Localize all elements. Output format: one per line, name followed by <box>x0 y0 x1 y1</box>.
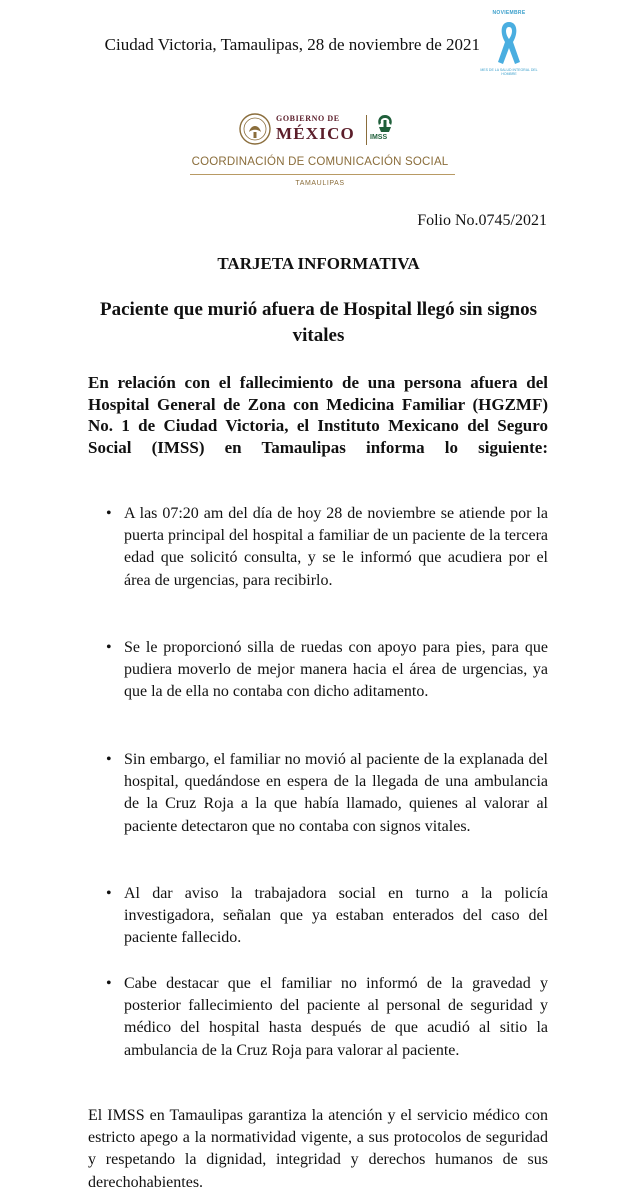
bullet-dot-icon: • <box>106 505 112 522</box>
list-item-text: Se le proporcionó silla de ruedas con apoyo para pies, para que pudiera moverlo de mejor manera hacia el área de urgencias, ya que la de ella no contaba con dicho aditamento. <box>124 639 548 701</box>
document-title: Paciente que murió afuera de Hospital llegó sin signos vitales <box>100 299 537 346</box>
list-item <box>106 637 548 704</box>
dateline: Ciudad Victoria, Tamaulipas, 28 de noviembre de 2021 <box>104 35 480 54</box>
bullet-dot-icon: • <box>106 975 112 992</box>
ribbon-caption: MES DE LA SALUD INTEGRAL DEL HOMBRE <box>480 68 538 76</box>
ribbon-month-label: NOVIEMBRE <box>492 10 526 16</box>
bullet-dot-icon: • <box>106 639 112 656</box>
wordmark-big: MÉXICO <box>276 124 355 143</box>
wordmark-small: GOBIERNO DE <box>276 114 340 123</box>
list-item-text: Cabe destacar que el familiar no informó de la gravedad y posterior fallecimiento del paciente al personal de seguridad y médico del hospital hasta después de que acudió al sitio la ambulancia de la Cruz Roja para valorar al paciente. <box>124 975 548 1059</box>
imss-label: IMSS <box>370 134 388 141</box>
list-item-text: Sin embargo, el familiar no movió al paciente de la explanada del hospital, quedándose en espera de la llegada de una ambulancia de la Cruz Roja a la que había llamado, quienes al valorar al paciente detectaron que no contaba con signos vitales. <box>124 751 548 835</box>
list-item <box>106 883 548 950</box>
closing-paragraph: El IMSS en Tamaulipas garantiza la atención y el servicio médico con estricto apego a la normatividad vigente, a sus protocolos de seguridad y respetando la dignidad, integridad y derechos humanos de sus derechohabientes. <box>88 1107 548 1191</box>
intro-paragraph: En relación con el fallecimiento de una persona afuera del Hospital General de Zona con Medicina Familiar (HGZMF) No. 1 de Ciudad Victoria, el Instituto Mexicano del Seguro Social (IMSS) en Tamaulipas informa lo siguiente: <box>88 373 548 457</box>
state-label: TAMAULIPAS <box>295 180 345 187</box>
list-item <box>106 503 548 592</box>
bullet-dot-icon: • <box>106 885 112 902</box>
list-item <box>106 749 548 838</box>
coordination-label: COORDINACIÓN DE COMUNICACIÓN SOCIAL <box>191 156 449 168</box>
folio-number: Folio No.0745/2021 <box>417 212 547 229</box>
list-item <box>106 973 548 1062</box>
bullet-dot-icon: • <box>106 751 112 768</box>
document-heading: TARJETA INFORMATIVA <box>217 254 420 273</box>
list-item-text: A las 07:20 am del día de hoy 28 de noviembre se atiende por la puerta principal del hospital a familiar de un paciente de la tercera edad que solicitó consulta, y se le informó que acudiera por el área de urgencias, para recibirlo. <box>124 505 548 589</box>
list-item-text: Al dar aviso la trabajadora social en turno a la policía investigadora, señalan que ya estaban enterados del caso del paciente fallecido. <box>124 885 548 947</box>
